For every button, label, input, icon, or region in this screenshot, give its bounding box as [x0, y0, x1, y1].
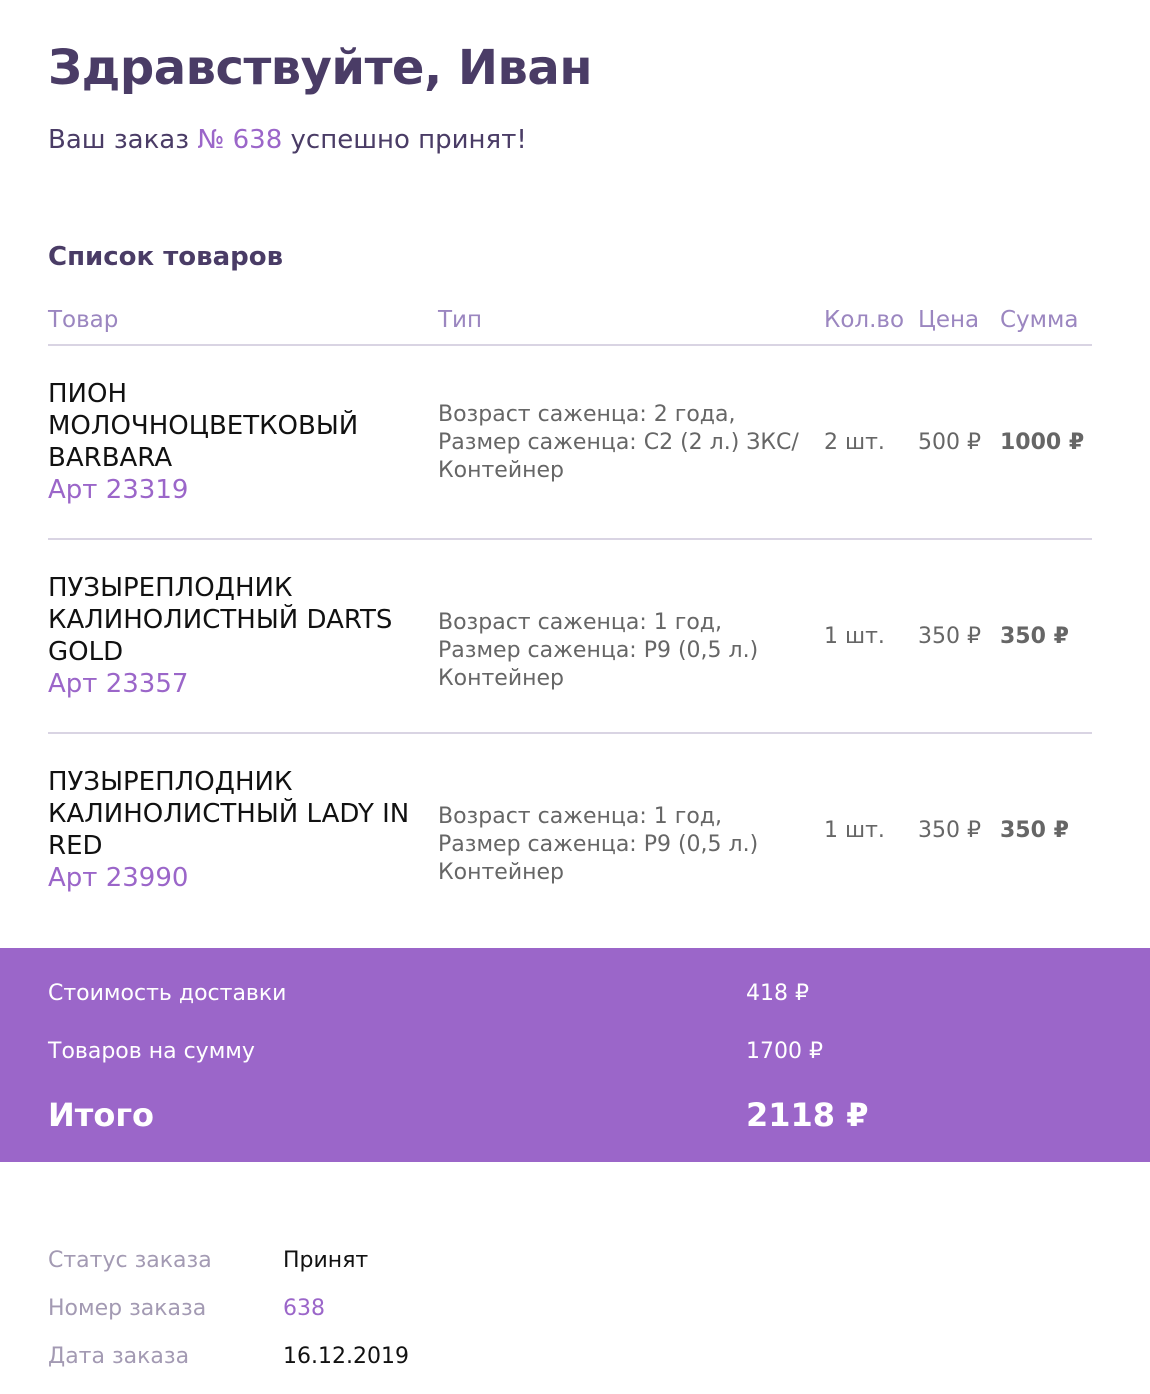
product-name[interactable]: ПУЗЫРЕПЛОДНИК КАЛИНОЛИСТНЫЙ LADY IN RED — [48, 767, 410, 861]
order-number-label: Номер заказа — [48, 1296, 207, 1321]
product-type: Возраст саженца: 2 года, Размер саженца: C2 (2 л.) ЗКС/Контейнер — [438, 402, 799, 483]
product-article: Арт 23357 — [48, 669, 189, 699]
product-sum: 1000 ₽ — [1000, 430, 1085, 455]
products-section-title: Список товаров — [48, 242, 284, 272]
product-price: 350 ₽ — [918, 624, 981, 649]
product-name-block — [48, 572, 418, 700]
product-qty: 2 шт. — [824, 430, 885, 455]
greeting-title: Здравствуйте, Иван — [48, 40, 592, 96]
order-number-value[interactable]: 638 — [283, 1296, 325, 1321]
order-date-value: 16.12.2019 — [283, 1344, 409, 1369]
delivery-cost-value: 418 ₽ — [746, 981, 809, 1006]
divider — [48, 344, 1092, 346]
order-accepted-message — [48, 125, 527, 155]
grand-total-label: Итого — [48, 1096, 155, 1134]
product-qty: 1 шт. — [824, 624, 885, 649]
product-name-block — [48, 766, 418, 894]
order-message-prefix: Ваш заказ — [48, 125, 198, 155]
grand-total-value: 2118 ₽ — [746, 1096, 869, 1134]
header-price: Цена — [918, 307, 980, 333]
product-price: 500 ₽ — [918, 430, 981, 455]
product-name[interactable]: ПУЗЫРЕПЛОДНИК КАЛИНОЛИСТНЫЙ DARTS GOLD — [48, 573, 393, 667]
header-sum: Сумма — [1000, 307, 1079, 333]
product-name-block — [48, 378, 418, 506]
product-type: Возраст саженца: 1 год, Размер саженца: P9 (0,5 л.) Контейнер — [438, 610, 759, 691]
order-message-suffix: успешно принят! — [282, 125, 527, 155]
order-status-value: Принят — [283, 1248, 369, 1273]
order-status-label: Статус заказа — [48, 1248, 212, 1273]
product-sum: 350 ₽ — [1000, 818, 1069, 843]
divider — [48, 538, 1092, 540]
order-date-label: Дата заказа — [48, 1344, 190, 1369]
product-name[interactable]: ПИОН МОЛОЧНОЦВЕТКОВЫЙ BARBARA — [48, 379, 359, 473]
header-product: Товар — [48, 307, 119, 333]
header-type: Тип — [438, 307, 483, 333]
header-qty: Кол.во — [824, 307, 905, 333]
product-price: 350 ₽ — [918, 818, 981, 843]
product-article: Арт 23319 — [48, 475, 189, 505]
product-qty: 1 шт. — [824, 818, 885, 843]
order-number-link[interactable]: № 638 — [197, 125, 283, 155]
product-type: Возраст саженца: 1 год, Размер саженца: P9 (0,5 л.) Контейнер — [438, 804, 759, 885]
product-sum: 350 ₽ — [1000, 624, 1069, 649]
delivery-cost-label: Стоимость доставки — [48, 981, 287, 1006]
order-summary-panel — [0, 948, 1150, 1162]
goods-total-label: Товаров на сумму — [48, 1039, 255, 1064]
goods-total-value: 1700 ₽ — [746, 1039, 823, 1064]
product-article: Арт 23990 — [48, 863, 189, 893]
divider — [48, 732, 1092, 734]
